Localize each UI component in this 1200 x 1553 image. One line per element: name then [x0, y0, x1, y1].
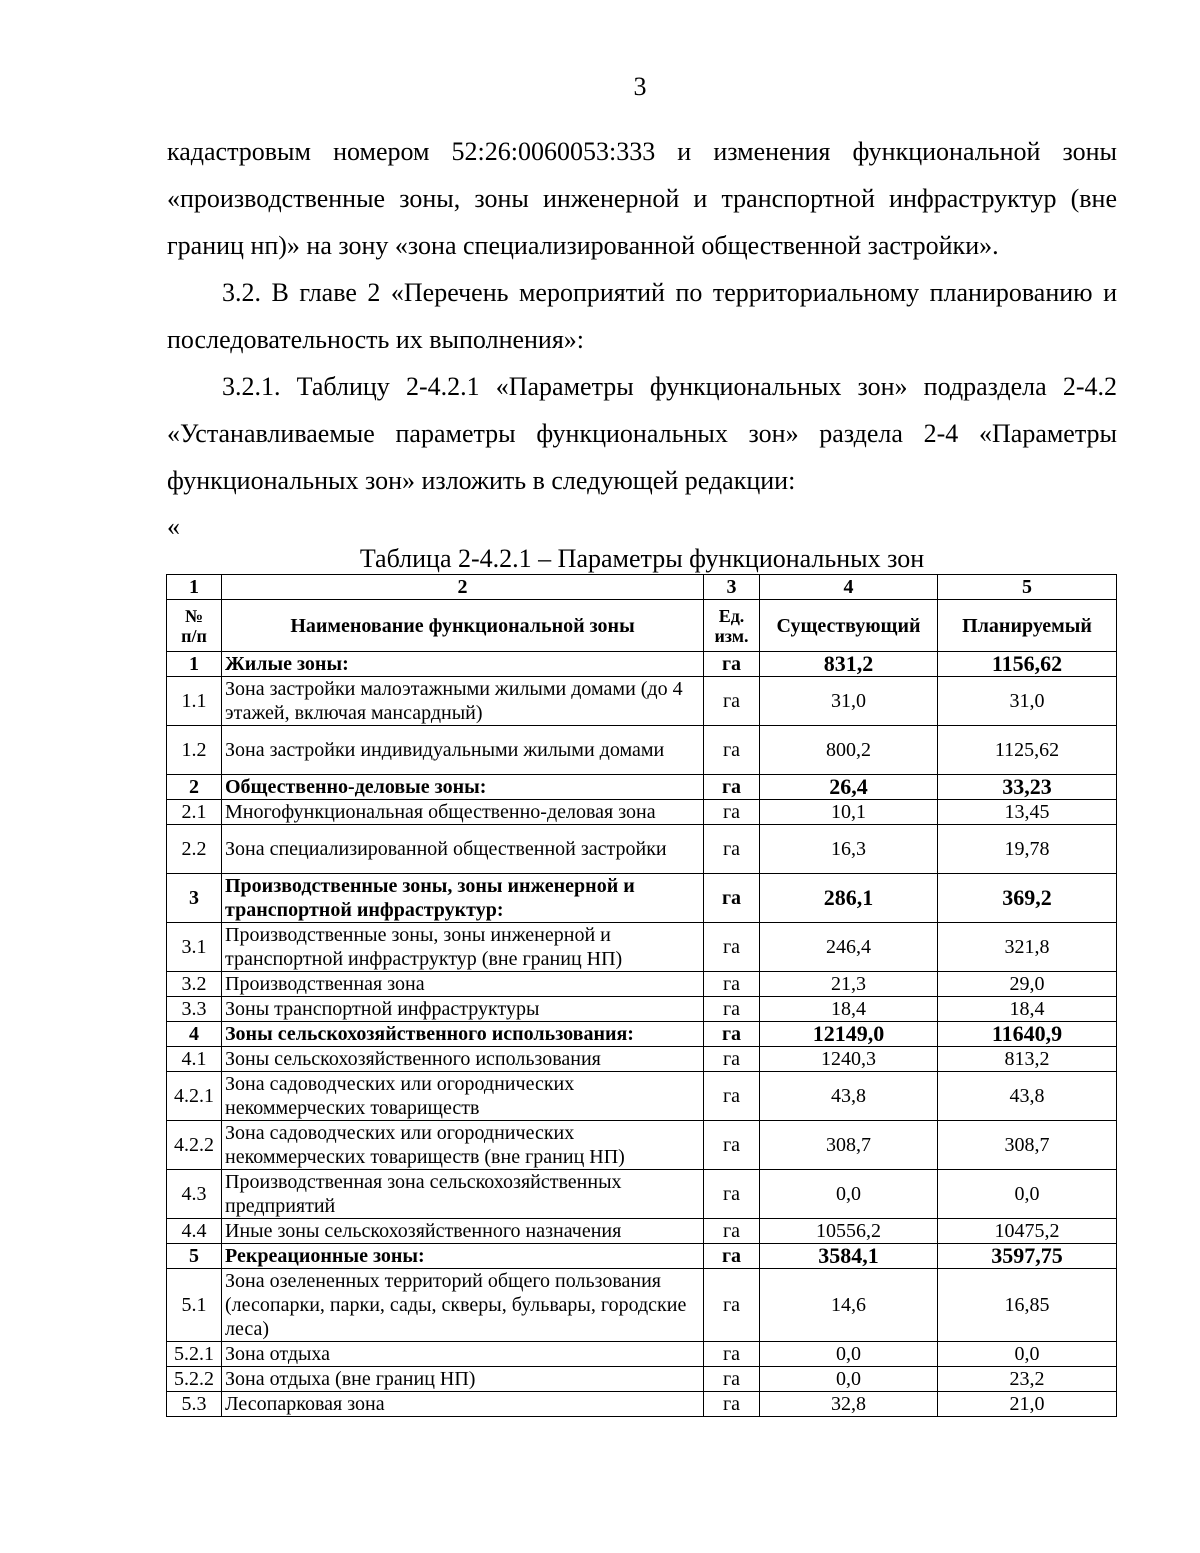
table-row	[167, 1219, 1117, 1244]
row-zone-name: Иные зоны сельскохозяйственного назначения	[222, 1219, 704, 1244]
row-unit: га	[704, 972, 760, 997]
row-existing-value: 18,4	[760, 997, 938, 1022]
row-zone-name: Общественно-деловые зоны:	[222, 775, 704, 800]
column-number: 5	[938, 575, 1117, 600]
row-unit: га	[704, 997, 760, 1022]
table-row	[167, 726, 1117, 775]
row-planned-value: 29,0	[938, 972, 1117, 997]
row-existing-value: 0,0	[760, 1367, 938, 1392]
row-planned-value: 21,0	[938, 1392, 1117, 1417]
header-row	[167, 600, 1117, 652]
row-unit: га	[704, 1367, 760, 1392]
row-zone-name: Многофункциональная общественно-деловая зона	[222, 800, 704, 825]
row-number: 3.1	[167, 923, 222, 972]
column-number: 2	[222, 575, 704, 600]
row-planned-value: 321,8	[938, 923, 1117, 972]
row-existing-value: 26,4	[760, 775, 938, 800]
row-zone-name: Зона озелененных территорий общего пользования (лесопарки, парки, сады, скверы, бульвары, городские леса)	[222, 1269, 704, 1342]
row-planned-value: 0,0	[938, 1342, 1117, 1367]
row-number: 4.3	[167, 1170, 222, 1219]
column-number: 3	[704, 575, 760, 600]
opening-quote: «	[167, 512, 180, 541]
row-zone-name: Зоны сельскохозяйственного использования:	[222, 1022, 704, 1047]
page-number: 3	[633, 72, 647, 101]
table-row	[167, 1170, 1117, 1219]
row-zone-name: Производственные зоны, зоны инженерной и транспортной инфраструктур:	[222, 874, 704, 923]
row-number: 5.1	[167, 1269, 222, 1342]
row-unit: га	[704, 1121, 760, 1170]
row-existing-value: 10,1	[760, 800, 938, 825]
row-zone-name: Жилые зоны:	[222, 652, 704, 677]
row-existing-value: 1240,3	[760, 1047, 938, 1072]
table-row	[167, 997, 1117, 1022]
table-row	[167, 1392, 1117, 1417]
row-zone-name: Зона садоводческих или огороднических некоммерческих товариществ (вне границ НП)	[222, 1121, 704, 1170]
row-number: 2.1	[167, 800, 222, 825]
paragraph-3-2-1: 3.2.1. Таблицу 2-4.2.1 «Параметры функциональных зон» подраздела 2-4.2 «Устанавливаемые параметры функциональных зон» раздела 2-4 «Параметры функциональных зон» изложить в следующей редакции:	[167, 372, 1117, 495]
row-unit: га	[704, 1269, 760, 1342]
row-number: 2.2	[167, 825, 222, 874]
paragraph-3-2: 3.2. В главе 2 «Перечень мероприятий по территориальному планированию и последовательность их выполнения»:	[167, 278, 1117, 354]
row-number: 5.2.2	[167, 1367, 222, 1392]
row-number: 5.2.1	[167, 1342, 222, 1367]
row-existing-value: 14,6	[760, 1269, 938, 1342]
row-zone-name: Зона отдыха (вне границ НП)	[222, 1367, 704, 1392]
row-unit: га	[704, 1047, 760, 1072]
row-planned-value: 33,23	[938, 775, 1117, 800]
row-number: 4.1	[167, 1047, 222, 1072]
row-existing-value: 43,8	[760, 1072, 938, 1121]
row-planned-value: 18,4	[938, 997, 1117, 1022]
row-existing-value: 21,3	[760, 972, 938, 997]
table-row	[167, 1047, 1117, 1072]
row-existing-value: 3584,1	[760, 1244, 938, 1269]
header-planned: Планируемый	[938, 600, 1117, 652]
row-number: 5	[167, 1244, 222, 1269]
table-row	[167, 972, 1117, 997]
row-existing-value: 246,4	[760, 923, 938, 972]
row-unit: га	[704, 1342, 760, 1367]
header-unit-line1: Ед.	[718, 605, 745, 626]
row-existing-value: 286,1	[760, 874, 938, 923]
row-existing-value: 0,0	[760, 1170, 938, 1219]
row-zone-name: Зона специализированной общественной застройки	[222, 825, 704, 874]
header-name: Наименование функциональной зоны	[222, 600, 704, 652]
row-planned-value: 31,0	[938, 677, 1117, 726]
table-group-row	[167, 652, 1117, 677]
row-planned-value: 23,2	[938, 1367, 1117, 1392]
row-existing-value: 831,2	[760, 652, 938, 677]
table-caption: Таблица 2-4.2.1 – Параметры функциональных зон	[359, 544, 925, 573]
row-unit: га	[704, 1392, 760, 1417]
row-zone-name: Зона отдыха	[222, 1342, 704, 1367]
row-planned-value: 0,0	[938, 1170, 1117, 1219]
row-unit: га	[704, 677, 760, 726]
row-zone-name: Производственная зона сельскохозяйственных предприятий	[222, 1170, 704, 1219]
row-unit: га	[704, 1244, 760, 1269]
row-planned-value: 1125,62	[938, 726, 1117, 775]
row-existing-value: 32,8	[760, 1392, 938, 1417]
row-planned-value: 10475,2	[938, 1219, 1117, 1244]
header-unit	[704, 600, 760, 652]
table-row	[167, 1269, 1117, 1342]
column-number-row	[167, 575, 1117, 600]
table-row	[167, 825, 1117, 874]
row-number: 4	[167, 1022, 222, 1047]
row-unit: га	[704, 726, 760, 775]
table-row	[167, 677, 1117, 726]
row-unit: га	[704, 1170, 760, 1219]
row-planned-value: 813,2	[938, 1047, 1117, 1072]
row-planned-value: 19,78	[938, 825, 1117, 874]
row-zone-name: Зона застройки индивидуальными жилыми домами	[222, 726, 704, 775]
row-planned-value: 308,7	[938, 1121, 1117, 1170]
row-planned-value: 1156,62	[938, 652, 1117, 677]
table-group-row	[167, 775, 1117, 800]
row-zone-name: Зона садоводческих или огороднических некоммерческих товариществ	[222, 1072, 704, 1121]
header-number-line1: №	[184, 605, 204, 626]
row-zone-name: Производственная зона	[222, 972, 704, 997]
table-row	[167, 1367, 1117, 1392]
paragraph-cadastral: кадастровым номером 52:26:0060053:333 и изменения функциональной зоны «производственные зоны, зоны инженерной и транспортной инфраструктур (вне границ нп)» на зону «зона специализированной общественной застройки».	[167, 137, 1117, 260]
row-number: 3.3	[167, 997, 222, 1022]
row-number: 4.2.2	[167, 1121, 222, 1170]
column-number: 1	[167, 575, 222, 600]
row-existing-value: 31,0	[760, 677, 938, 726]
row-existing-value: 0,0	[760, 1342, 938, 1367]
row-unit: га	[704, 1072, 760, 1121]
table-group-row	[167, 874, 1117, 923]
header-unit-line2: изм.	[714, 625, 749, 646]
table-row	[167, 923, 1117, 972]
row-number: 4.2.1	[167, 1072, 222, 1121]
row-planned-value: 11640,9	[938, 1022, 1117, 1047]
row-unit: га	[704, 923, 760, 972]
table-row	[167, 1072, 1117, 1121]
row-existing-value: 308,7	[760, 1121, 938, 1170]
row-zone-name: Производственные зоны, зоны инженерной и транспортной инфраструктур (вне границ НП)	[222, 923, 704, 972]
table-row	[167, 800, 1117, 825]
header-existing: Существующий	[760, 600, 938, 652]
row-planned-value: 3597,75	[938, 1244, 1117, 1269]
row-zone-name: Рекреационные зоны:	[222, 1244, 704, 1269]
table-group-row	[167, 1022, 1117, 1047]
row-planned-value: 16,85	[938, 1269, 1117, 1342]
row-number: 5.3	[167, 1392, 222, 1417]
row-number: 3	[167, 874, 222, 923]
row-number: 2	[167, 775, 222, 800]
row-number: 4.4	[167, 1219, 222, 1244]
row-unit: га	[704, 800, 760, 825]
row-planned-value: 13,45	[938, 800, 1117, 825]
row-unit: га	[704, 874, 760, 923]
row-number: 1.1	[167, 677, 222, 726]
header-number-line2: п/п	[181, 625, 207, 646]
row-unit: га	[704, 775, 760, 800]
row-number: 1.2	[167, 726, 222, 775]
row-unit: га	[704, 825, 760, 874]
row-planned-value: 369,2	[938, 874, 1117, 923]
row-number: 3.2	[167, 972, 222, 997]
row-existing-value: 10556,2	[760, 1219, 938, 1244]
row-zone-name: Зона застройки малоэтажными жилыми домами (до 4 этажей, включая мансардный)	[222, 677, 704, 726]
row-number: 1	[167, 652, 222, 677]
row-planned-value: 43,8	[938, 1072, 1117, 1121]
row-unit: га	[704, 1219, 760, 1244]
row-existing-value: 16,3	[760, 825, 938, 874]
column-number: 4	[760, 575, 938, 600]
row-unit: га	[704, 652, 760, 677]
header-number	[167, 600, 222, 652]
functional-zones-table	[166, 574, 1117, 1417]
row-zone-name: Зоны транспортной инфраструктуры	[222, 997, 704, 1022]
table-row	[167, 1121, 1117, 1170]
row-zone-name: Лесопарковая зона	[222, 1392, 704, 1417]
row-existing-value: 12149,0	[760, 1022, 938, 1047]
row-zone-name: Зоны сельскохозяйственного использования	[222, 1047, 704, 1072]
table-group-row	[167, 1244, 1117, 1269]
row-unit: га	[704, 1022, 760, 1047]
row-existing-value: 800,2	[760, 726, 938, 775]
table-row	[167, 1342, 1117, 1367]
